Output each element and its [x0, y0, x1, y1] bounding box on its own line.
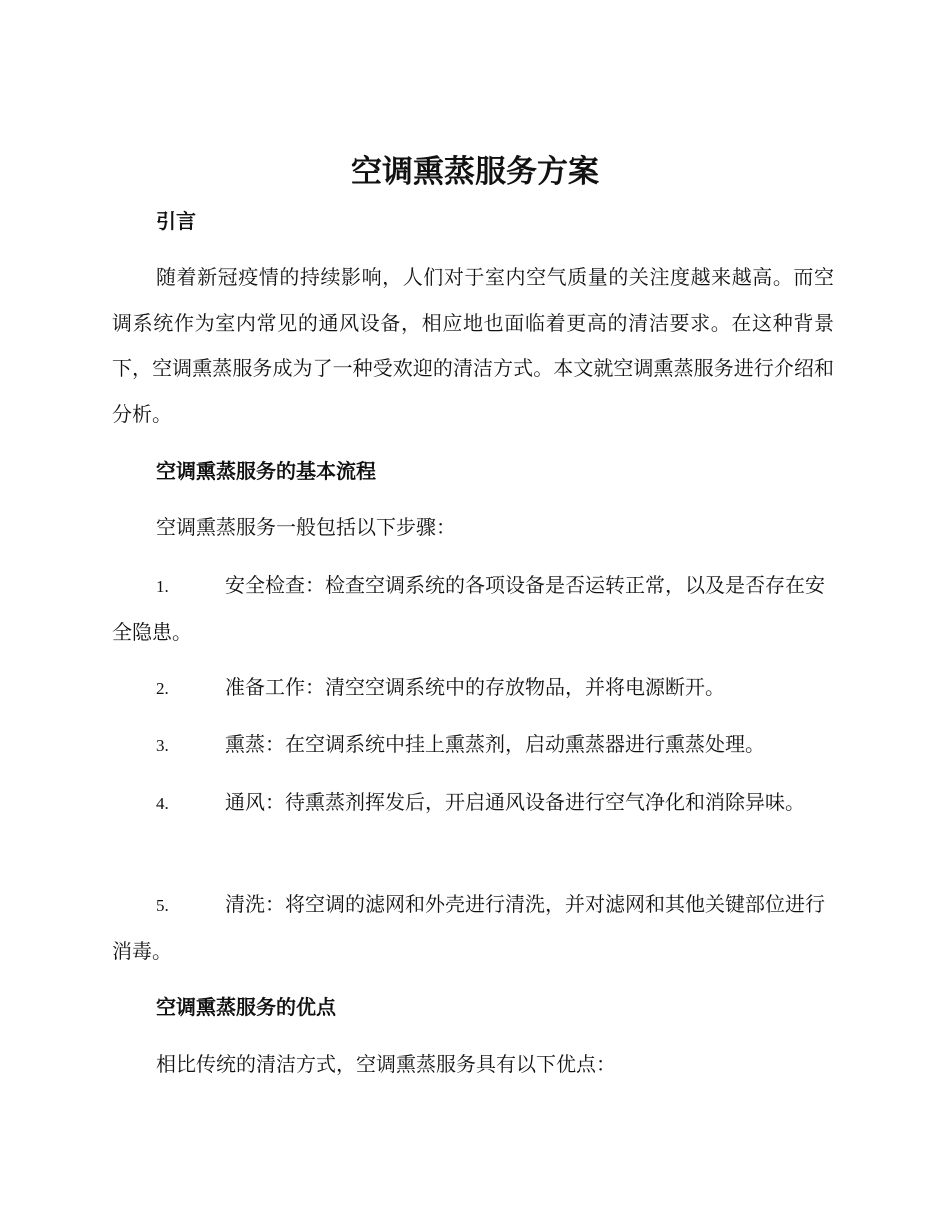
step-number: 4. — [156, 794, 169, 813]
process-lead-paragraph: 空调熏蒸服务一般包括以下步骤： — [156, 515, 456, 539]
process-step-3 — [112, 722, 834, 769]
step-text: 通风：待熏蒸剂挥发后，开启通风设备进行空气净化和消除异味。 — [225, 790, 805, 814]
advantages-lead-paragraph: 相比传统的清洁方式，空调熏蒸服务具有以下优点： — [156, 1052, 616, 1076]
step-number: 2. — [156, 679, 169, 698]
process-step-2 — [112, 665, 834, 712]
process-step-4 — [112, 780, 834, 827]
intro-paragraph: 随着新冠疫情的持续影响，人们对于室内空气质量的关注度越来越高。而空调系统作为室内常见的通风设备，相应地也面临着更高的清洁要求。在这种背景下，空调熏蒸服务成为了一种受欢迎的清洁方式。本文就空调熏蒸服务进行介绍和分析。 — [112, 265, 834, 426]
step-text: 清洗：将空调的滤网和外壳进行清洗，并对滤网和其他关键部位进行消毒。 — [112, 892, 825, 963]
step-text: 熏蒸：在空调系统中挂上熏蒸剂，启动熏蒸器进行熏蒸处理。 — [225, 732, 765, 756]
advantages-heading: 空调熏蒸服务的优点 — [156, 995, 336, 1019]
step-number: 1. — [156, 577, 169, 596]
document-title: 空调熏蒸服务方案 — [351, 154, 599, 190]
step-number: 3. — [156, 736, 169, 755]
process-step-1 — [112, 563, 834, 655]
step-number: 5. — [156, 896, 169, 915]
process-step-5 — [112, 882, 834, 974]
process-heading: 空调熏蒸服务的基本流程 — [156, 459, 376, 483]
step-text: 准备工作：清空空调系统中的存放物品，并将电源断开。 — [225, 675, 725, 699]
step-text: 安全检查：检查空调系统的各项设备是否运转正常，以及是否存在安全隐患。 — [112, 573, 825, 644]
intro-heading: 引言 — [156, 209, 196, 233]
